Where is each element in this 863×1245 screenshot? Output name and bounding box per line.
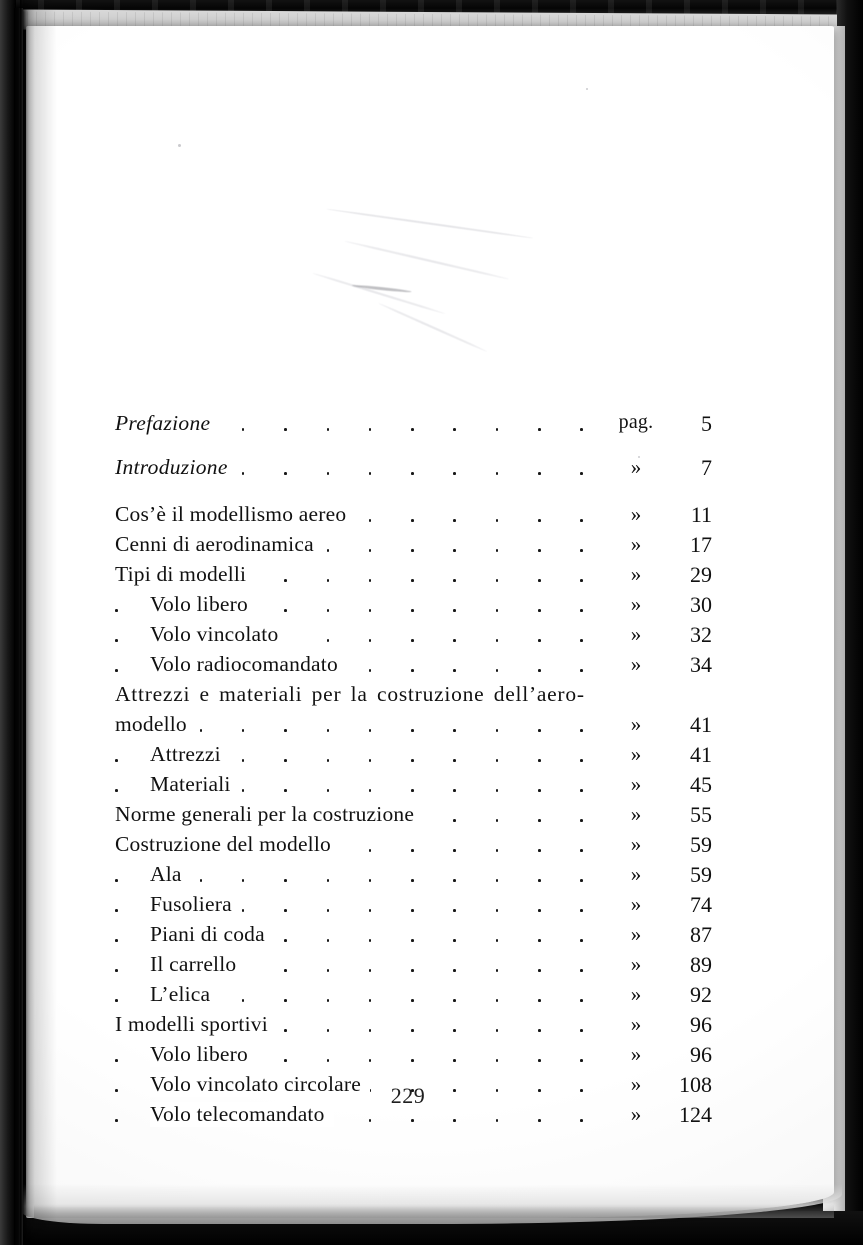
toc-entry-page-number: 11 — [690, 502, 712, 527]
ditto-marker: » — [630, 952, 642, 976]
binding-spine-edge — [20, 0, 24, 1245]
ditto-marker: » — [630, 1042, 642, 1066]
ditto-marker: » — [630, 892, 642, 916]
toc-entry-title: I modelli sportivi — [115, 1012, 277, 1037]
toc-entry-page-number: 89 — [690, 952, 712, 977]
toc-entry[interactable] — [26, 862, 834, 892]
toc-entry-title: Norme generali per la costruzione — [115, 802, 423, 827]
toc-entry[interactable] — [26, 592, 834, 622]
toc-entry-page-number: 108 — [679, 1072, 712, 1097]
ditto-marker: » — [630, 652, 642, 676]
toc-entry-page-number: 30 — [690, 592, 712, 617]
toc-entry-page-number: 45 — [690, 772, 712, 797]
ditto-marker: » — [630, 622, 642, 646]
toc-entry-title: Attrezzi e materiali per la costruzione dell’aero- — [115, 682, 585, 706]
toc-entry-title: Costruzione del modello — [115, 832, 340, 857]
toc-entry-page-number: 59 — [690, 832, 712, 857]
toc-entry[interactable] — [26, 1012, 834, 1042]
toc-entry[interactable] — [26, 712, 834, 742]
toc-entry-title: Volo vincolato circolare — [150, 1072, 370, 1097]
toc-entry-title: Materiali — [150, 772, 240, 797]
toc-entry[interactable] — [26, 622, 834, 652]
ditto-marker: » — [630, 562, 642, 586]
book-page-sheet — [26, 26, 834, 1218]
toc-entry[interactable] — [26, 532, 834, 562]
ditto-marker: » — [630, 532, 642, 556]
toc-entry-page-number: 96 — [690, 1042, 712, 1067]
toc-entry-wrapped-first-line[interactable] — [26, 682, 834, 712]
folio-number: 229 — [390, 1083, 426, 1108]
ditto-marker: » — [630, 502, 642, 526]
page-label: pag. — [618, 411, 654, 433]
toc-entry[interactable] — [26, 802, 834, 832]
toc-entry-title: Introduzione — [115, 455, 237, 480]
ditto-marker: » — [630, 802, 642, 826]
ditto-marker: » — [630, 712, 642, 736]
toc-entry-title: Volo vincolato — [150, 622, 287, 647]
toc-entry[interactable] — [26, 652, 834, 682]
toc-entry[interactable] — [26, 742, 834, 772]
toc-entry[interactable] — [26, 922, 834, 952]
toc-entry-page-number: 17 — [690, 532, 712, 557]
toc-entry[interactable] — [26, 892, 834, 922]
table-of-contents — [26, 26, 834, 1218]
folio-page-number — [26, 1083, 834, 1109]
toc-entry-page-number: 87 — [690, 922, 712, 947]
toc-entry-page-number: 59 — [690, 862, 712, 887]
toc-entry[interactable] — [26, 455, 834, 485]
toc-entry[interactable] — [26, 562, 834, 592]
toc-entry-page-number: 5 — [701, 411, 712, 436]
ditto-marker: » — [630, 742, 642, 766]
toc-entry-title: Il carrello — [150, 952, 245, 977]
toc-entry-title: Volo libero — [150, 1042, 257, 1067]
toc-entry-page-number: 96 — [690, 1012, 712, 1037]
toc-entry-title: Tipi di modelli — [115, 562, 255, 587]
toc-entry-title: L’elica — [150, 982, 219, 1007]
ditto-marker: » — [630, 1072, 642, 1096]
toc-entry-page-number: 7 — [701, 455, 712, 480]
ditto-marker: » — [630, 862, 642, 886]
toc-entry-title: Volo radiocomandato — [150, 652, 347, 677]
ditto-marker: » — [630, 455, 642, 479]
ditto-marker: » — [630, 1102, 642, 1126]
toc-entry-page-number: 41 — [690, 712, 712, 737]
ditto-marker: » — [630, 592, 642, 616]
toc-entry[interactable] — [26, 1042, 834, 1072]
ditto-marker: » — [630, 982, 642, 1006]
toc-entry-title: Cenni di aerodinamica — [115, 532, 323, 557]
ditto-marker: » — [630, 1012, 642, 1036]
ditto-marker: » — [630, 832, 642, 856]
toc-entry-page-number: 29 — [690, 562, 712, 587]
toc-entry[interactable] — [26, 832, 834, 862]
binding-gutter-shadow — [23, 0, 57, 1245]
toc-entry-title: Prefazione — [115, 411, 219, 436]
toc-entry-page-number: 41 — [690, 742, 712, 767]
toc-entry-page-number: 124 — [679, 1102, 712, 1127]
toc-entry-page-number: 32 — [690, 622, 712, 647]
toc-entry-title: Volo libero — [150, 592, 257, 617]
toc-entry-title: modello — [115, 712, 196, 737]
toc-entry-title: Volo telecomandato — [150, 1102, 334, 1127]
toc-entry-title: Cos’è il modellismo aereo — [115, 502, 355, 527]
ditto-marker: » — [630, 772, 642, 796]
toc-entry-page-number: 55 — [690, 802, 712, 827]
toc-entry[interactable] — [26, 982, 834, 1012]
toc-entry[interactable] — [26, 772, 834, 802]
toc-entry-page-number: 74 — [690, 892, 712, 917]
toc-entry-page-number: 34 — [690, 652, 712, 677]
toc-entry[interactable] — [26, 952, 834, 982]
toc-entry-page-number: 92 — [690, 982, 712, 1007]
toc-entry[interactable] — [26, 502, 834, 532]
toc-entry[interactable] — [26, 411, 834, 441]
toc-entry-title: Piani di coda — [150, 922, 274, 947]
ditto-marker: » — [630, 922, 642, 946]
toc-entry-title: Fusoliera — [150, 892, 241, 917]
toc-entry-title: Ala — [150, 862, 191, 887]
toc-entry-title: Attrezzi — [150, 742, 230, 767]
